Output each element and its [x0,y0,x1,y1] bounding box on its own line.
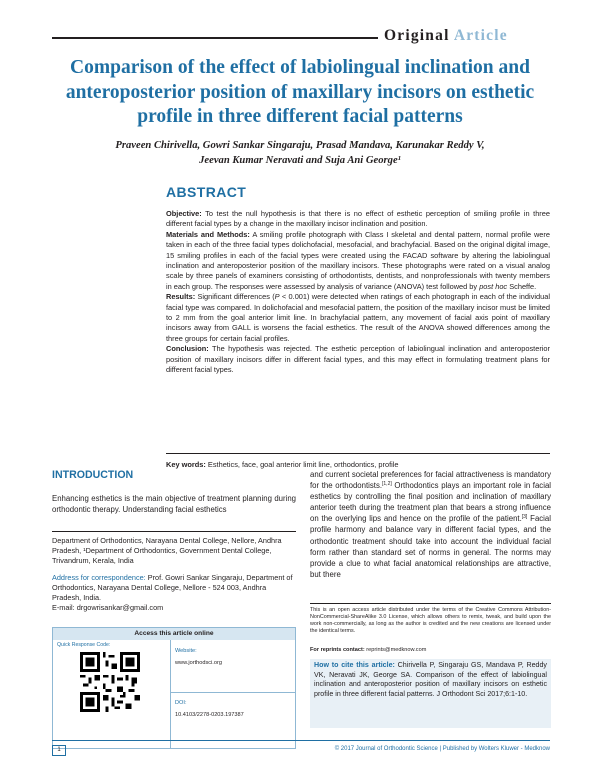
doi-label: DOI: [175,700,187,706]
access-online-box [52,627,296,749]
citation-box: How to cite this article: Chirivella P, Singaraju GS, Mandava P, Reddy VK, Neravati JK, George SA. Comparison of the effect of labiolingual inclination and anteroposterior position of maxillary incisors on esthetic profile in three different facial patterns. J Orthodont Sci 2017;6:1-10. [310,659,551,728]
reprints-contact: For reprints contact: reprints@medknow.com [310,647,427,653]
keywords: Key words: Esthetics, face, goal anterior limit line, orthodontics, profile [166,460,399,469]
header-rule [52,37,378,39]
page-number: 1 [52,745,66,756]
access-divider-horizontal [171,692,296,693]
abstract-results: Results: Significant differences (P < 0.001) were detected when ratings of each photograph in each of the individual facial type was compared. In dolichofacial and mesofacial pattern, the position of the maxillary incisor must be limited to 2 mm from the goal anterior limit line. In brachyfacial pattern, any movement of facial axis point of maxillary incisors away from GALL is worsens the facial esthetics. The result of the ANOVA showed differences among the three groups for certain facial profiles. [166,292,550,343]
abstract-conclusion: Conclusion: The hypothesis was rejected. The esthetic perception of labiolingual inclination and anteroposterior position of maxillary incisors differ in different facial types, and this may effect in formulating treatment plans for different facial types. [166,344,550,375]
abstract-methods: Materials and Methods: A smiling profile photograph with Class I skeletal and dental pattern, normal profile were taken in each of the three facial types dolichofacial, mesofacial, and brachyfacial. Based on the original digital image, 15 smiling profiles in each of the facial types were created using the FACAD software by altering the labiolingual inclination and anteroposterior position of the maxillary incisors. These photographs were rated on a visual analog scale by three panels of examiners consisting of orthodontists, dentists, and nonprofessionals with twenty members in each group. The responses were assessed by analysis of variance (ANOVA) test followed by post hoc Scheffe. [166,229,550,291]
qr-label: Quick Response Code: [57,642,111,648]
abstract-objective: Objective: To test the null hypothesis is that there is no effect of esthetic perception of smiling profile in three different facial types by a change in the maxillary incisor inclination and position. [166,209,550,229]
doi-link[interactable]: 10.4103/2278-0203.197387 [175,712,244,718]
introduction-right-text: and current societal preferences for facial attractiveness is mandatory for the orthodontists.[1,2] Orthodontics plays an important role in facial esthetics by controlling the final position and inclination of maxillary anterior teeth during the treatment plan that bears a strong influence on the overlying lips and hence on the profile of the patient.[3] Facial profile harmony and balance vary in different facial types, and the orthodontic treatment should take into account the individual facial form rather than standard set of norms in general. The norms may provide a clue to what facial anatomical relationships are attractive, but there [310,470,552,579]
introduction-heading: INTRODUCTION [52,469,134,481]
affiliation-rule [52,531,296,532]
open-access-notice: This is an open access article distributed under the terms of the Creative Commons Attribution-NonCommercial-ShareAlike 3.0 License, which allows others to remix, tweak, and build upon the work non-commercially, as long as the author is credited and the new creations are licensed under the identical terms. [310,607,551,635]
article-title: Comparison of the effect of labiolingual inclination and anteroposterior position of maxillary incisors on esthetic profile in three different facial patterns [65,57,535,127]
author-list: Praveen Chirivella, Gowri Sankar Singaraju, Prasad Mandava, Karunakar Reddy V, Jeevan Kumar Neravati and Suja Ani George¹ [115,140,485,166]
correspondence-email[interactable]: E-mail: drgowrisankar@gmail.com [52,603,164,612]
website-link[interactable]: www.jorthodsci.org [175,660,222,666]
abstract-body [166,209,550,376]
footer-text: © 2017 Journal of Orthodontic Science | Published by Wolters Kluwer - Medknow [334,746,550,752]
footer-rule [52,740,550,741]
website-label: Website: [175,648,197,654]
open-access-rule [310,603,551,604]
correspondence: Address for correspondence: Prof. Gowri Sankar Singaraju, Department of Orthodontics, Narayana Dental College, Nellore - 524 003, Andhra Pradesh, India. [52,573,293,602]
abstract-heading: ABSTRACT [166,184,247,200]
access-divider-vertical [170,640,171,748]
keywords-rule [166,453,550,454]
article-type-label: Original Article [384,27,508,44]
affiliations: Department of Orthodontics, Narayana Dental College, Nellore, Andhra Pradesh, ¹Department of Orthodontics, Government Dental College, Trivandrum, Kerala, India [52,536,282,565]
access-title: Access this article online [53,628,295,640]
introduction-left-text: Enhancing esthetics is the main objective of treatment planning during orthodontic therapy. Understanding facial esthetics [52,494,296,515]
qr-code-icon[interactable] [80,652,140,712]
